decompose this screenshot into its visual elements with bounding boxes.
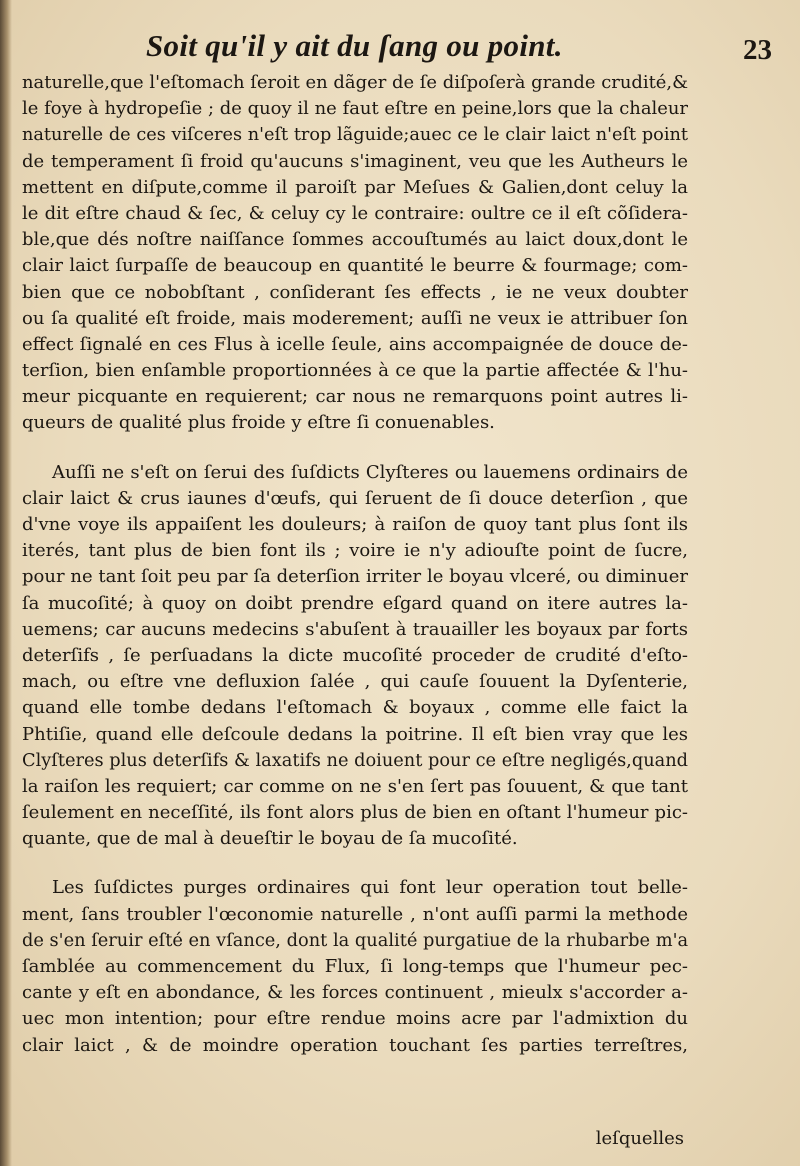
text-line: cante y eſt en abondance, & les forces continuent , mieulx s'accorder a-: [22, 982, 688, 1004]
text-line: le foye à hydropeſie ; de quoy il ne faut eſtre en peine,lors que la chaleur: [22, 98, 688, 120]
text-line: Clyſteres plus deterſifs & laxatifs ne doiuent pour ce eſtre negligés,quand: [22, 750, 688, 771]
text-line: ſeulement en neceſſité, ils font alors plus de bien en oſtant l'humeur pic-: [22, 802, 688, 824]
text-line: ſa mucoſité; à quoy on doibt prendre eſgard quand on itere autres la-: [22, 592, 688, 614]
page-gutter-shadow: [0, 0, 12, 1166]
text-line: naturelle,que l'eſtomach ſeroit en dãger de ſe diſpoſerà grande crudité,&: [22, 72, 689, 93]
page-number: 23: [743, 34, 772, 66]
text-line: d'vne voye ils appaiſent les douleurs; à raiſon de quoy tant plus ſont ils: [22, 514, 688, 535]
text-line: bien que ce nobobſtant , conſiderant ſes effects , ie ne veux doubter: [22, 281, 688, 303]
text-line: uemens; car aucuns medecins s'abuſent à trauailler les boyaux par forts: [22, 618, 688, 640]
text-line: iterés, tant plus de bien font ils ; voire ie n'y adiouſte point de ſucre,: [22, 540, 688, 562]
text-line: la raiſon les requiert; car comme on ne s'en ſert pas ſouuent, & que tant: [22, 775, 688, 797]
text-line: meur picquante en requierent; car nous ne remarquons point autres li-: [22, 386, 688, 408]
text-line: de temperament ſi froid qu'aucuns s'imaginent, veu que les Autheurs le: [22, 150, 688, 172]
text-line: quante, que de mal à deueſtir le boyau de ſa mucoſité.: [22, 828, 518, 850]
catchword: leſquelles: [595, 1128, 684, 1149]
text-line: ſamblée au commencement du Flux, ſi long-temps que l'humeur pec-: [22, 956, 688, 977]
running-title: Soit qu'il y ait du ſang ou point.: [146, 28, 563, 63]
paragraph: [22, 460, 688, 853]
text-line: uec mon intention; pour eſtre rendue moins acre par l'admixtion du: [22, 1008, 688, 1030]
text-line: ou ſa qualité eſt froide, mais moderement; auſſi ne veux ie attribuer ſon: [22, 307, 688, 329]
text-line: mettent en diſpute,comme il paroiſt par Meſues & Galien,dont celuy la: [22, 176, 688, 198]
paragraph: [22, 875, 688, 1058]
text-line: le dit eſtre chaud & ſec, & celuy cy le contraire: oultre ce il eſt cõſidera-: [22, 202, 688, 224]
text-line: pour ne tant ſoit peu par ſa deterſion irriter le boyau vlceré, ou diminuer: [22, 566, 688, 588]
text-line: clair laict ſurpaſſe de beaucoup en quantité le beurre & fourmage; com-: [22, 255, 688, 277]
text-line: naturelle de ces viſceres n'eſt trop lãguide;auec ce le clair laict n'eſt point: [22, 125, 688, 146]
body-text: [22, 70, 688, 1059]
text-line: clair laict , & de moindre operation touchant ſes parties terreſtres,: [22, 1034, 688, 1056]
text-line: Phtiſie, quand elle deſcoule dedans la poitrine. Il eſt bien vray que les: [22, 723, 688, 745]
text-line: queurs de qualité plus froide y eſtre ſi conuenables.: [22, 412, 495, 434]
text-line: effect ſignalé en ces Flus à icelle ſeule, ains accompaignée de douce de-: [22, 333, 688, 355]
text-line: deterſifs , ſe perſuadans la dicte mucoſité proceder de crudité d'eſto-: [22, 644, 688, 666]
text-line: ble,que dés noſtre naiſſance ſommes accouſtumés au laict doux,dont le: [22, 229, 688, 251]
text-line: terſion, bien enſamble proportionnées à ce que la partie affectée & l'hu-: [22, 360, 688, 382]
text-line: clair laict & crus iaunes d'œufs, qui ſeruent de ſi douce deterſion , que: [22, 487, 688, 509]
text-line: mach, ou eſtre vne defluxion ſalée , qui cauſe ſouuent la Dyſenterie,: [22, 671, 688, 693]
text-line: Les ſuſdictes purges ordinaires qui font leur operation tout belle-: [52, 877, 688, 899]
text-line: de s'en ſeruir eſté en vſance, dont la qualité purgatiue de la rhubarbe m'a: [22, 929, 689, 951]
text-line: ment, ſans troubler l'œconomie naturelle , n'ont auſſi parmi la methode: [22, 903, 688, 925]
text-line: Auſſi ne s'eſt on ſerui des ſuſdicts Clyſteres ou lauemens ordinairs de: [52, 461, 688, 483]
paragraph: [22, 70, 688, 437]
text-line: quand elle tombe dedans l'eſtomach & boyaux , comme elle faict la: [22, 697, 688, 719]
